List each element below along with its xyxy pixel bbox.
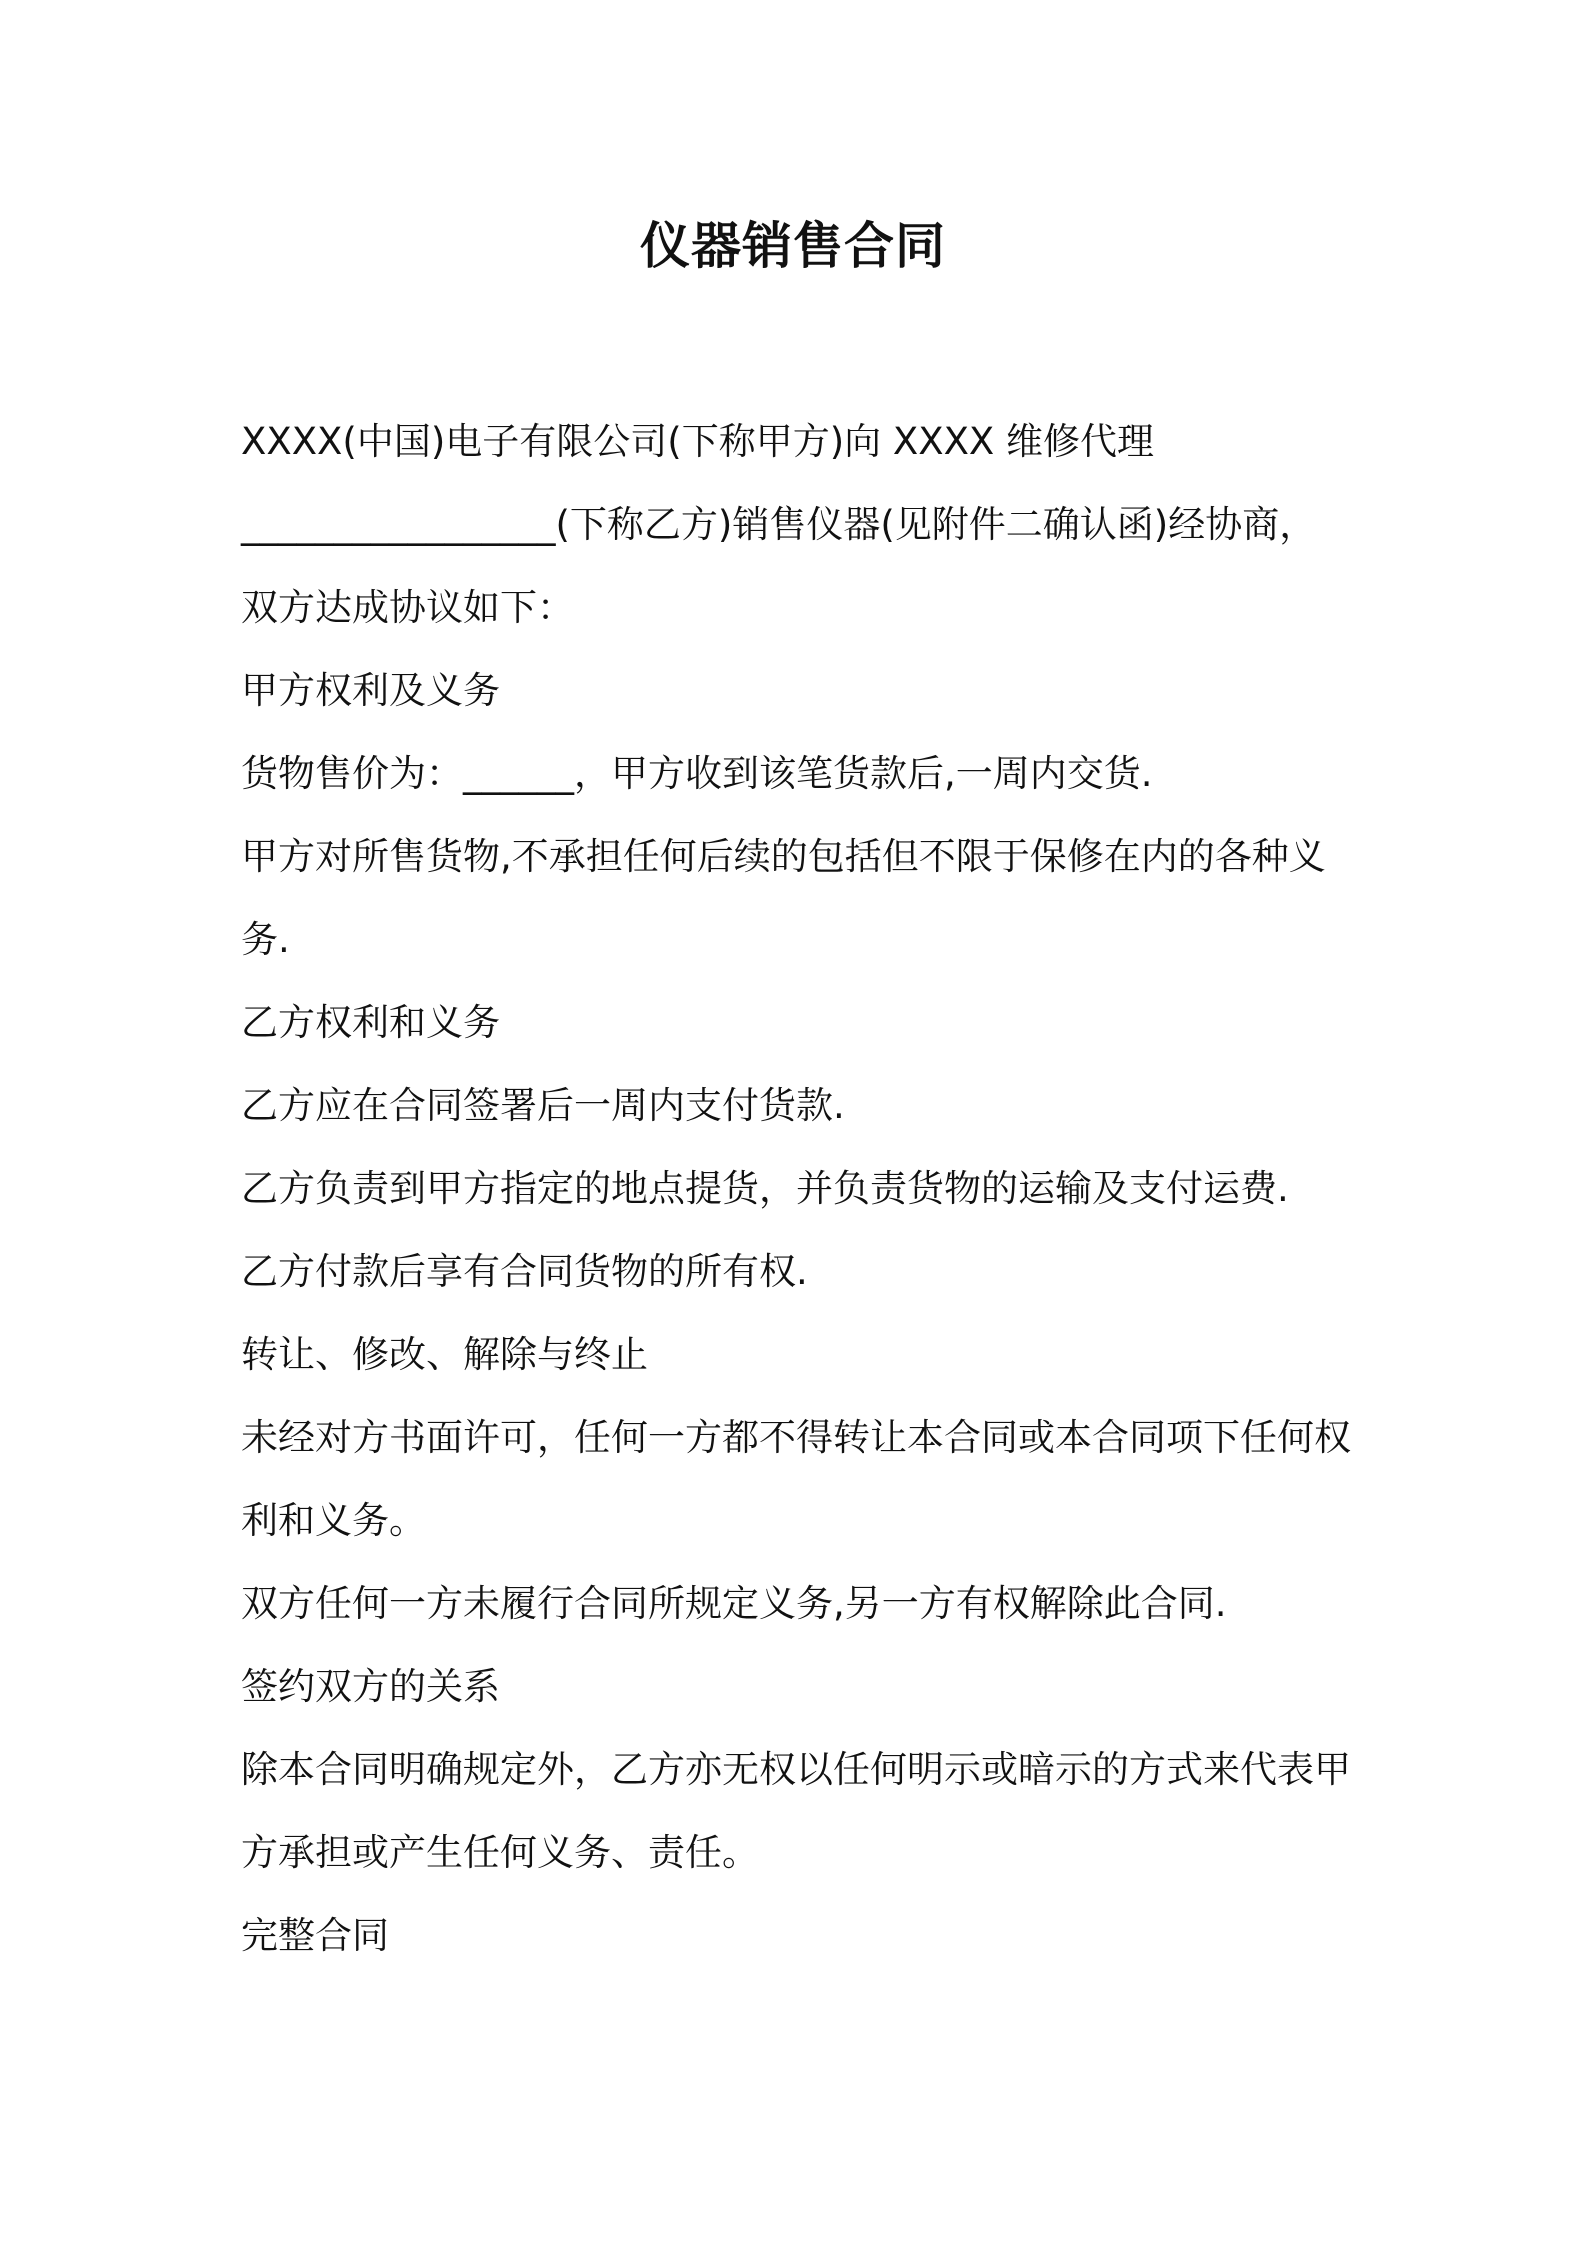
paragraph-line: 利和义务。 (241, 1499, 426, 1542)
section-heading: 完整合同 (241, 1914, 389, 1957)
paragraph-line: _________________(下称乙方)销售仪器(见附件二确认函)经协商， (241, 503, 1317, 546)
paragraph-line: XXXX(中国)电子有限公司(下称甲方)向 XXXX 维修代理 (241, 420, 1155, 463)
paragraph-line: 双方达成协议如下： (241, 586, 574, 629)
document-title: 仪器销售合同 (640, 217, 946, 275)
paragraph-line: 货物售价为：______，甲方收到该笔货款后,一周内交货. (241, 752, 1153, 795)
paragraph-line: 未经对方书面许可，任何一方都不得转让本合同或本合同项下任何权 (241, 1416, 1351, 1459)
section-heading: 转让、修改、解除与终止 (241, 1333, 648, 1376)
paragraph-line: 双方任何一方未履行合同所规定义务,另一方有权解除此合同. (241, 1582, 1227, 1625)
section-heading: 乙方权利和义务 (241, 1001, 500, 1044)
paragraph-line: 除本合同明确规定外，乙方亦无权以任何明示或暗示的方式来代表甲 (241, 1748, 1351, 1791)
paragraph-line: 甲方对所售货物,不承担任何后续的包括但不限于保修在内的各种义 (241, 835, 1326, 878)
paragraph-line: 务. (241, 918, 290, 961)
paragraph-line: 乙方付款后享有合同货物的所有权. (241, 1250, 808, 1293)
paragraph-line: 乙方负责到甲方指定的地点提货，并负责货物的运输及支付运费. (241, 1167, 1289, 1210)
document-body (241, 400, 1361, 1977)
section-heading: 签约双方的关系 (241, 1665, 500, 1708)
paragraph-line: 方承担或产生任何义务、责任。 (241, 1831, 759, 1874)
paragraph-line: 乙方应在合同签署后一周内支付货款. (241, 1084, 845, 1127)
section-heading: 甲方权利及义务 (241, 669, 500, 712)
